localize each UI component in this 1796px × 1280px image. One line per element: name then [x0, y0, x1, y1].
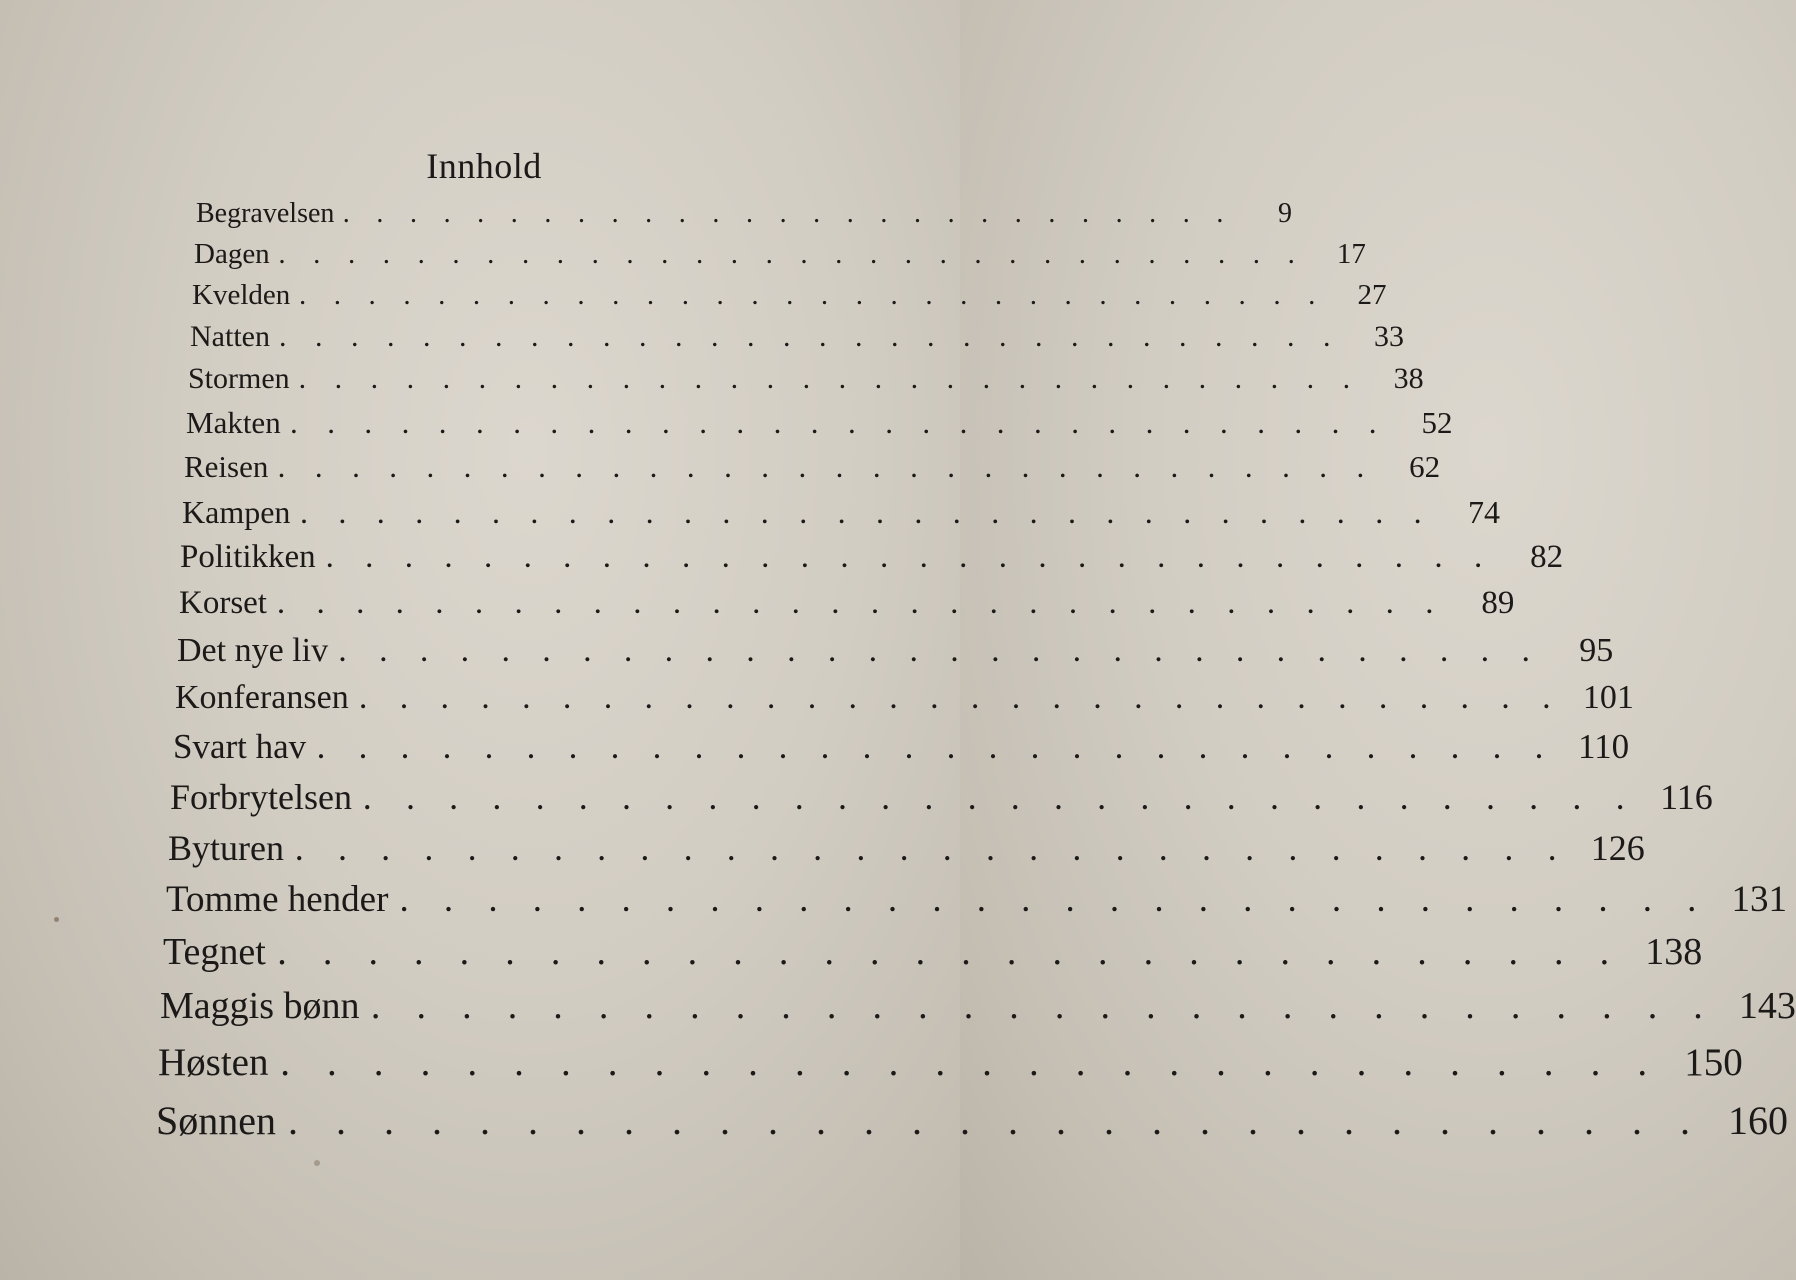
- page-number: 150: [1684, 1041, 1743, 1084]
- chapter-title: Politikken: [180, 539, 316, 575]
- page-number: 95: [1579, 632, 1614, 669]
- page-number: 160: [1728, 1098, 1788, 1143]
- chapter-title: Dagen: [194, 238, 270, 270]
- toc-entry: [196, 198, 1292, 230]
- chapter-title: Forbrytelsen: [170, 777, 352, 817]
- chapter-title: Sønnen: [156, 1098, 276, 1143]
- chapter-title: Stormen: [188, 362, 290, 395]
- paper-speck: [54, 917, 59, 922]
- dot-leader: . . . . . . . . . . . . . . . . . . . . . . . . . . . . . .: [294, 828, 1570, 868]
- toc-entry: [179, 585, 1515, 622]
- page-number: 33: [1373, 320, 1404, 353]
- toc-entry: [192, 279, 1387, 312]
- chapter-title: Kampen: [182, 494, 291, 530]
- toc-entry: [170, 776, 1713, 818]
- dot-leader: . . . . . . . . . . . . . . . . . . . . . . . . . . . . . .: [298, 362, 1361, 395]
- chapter-title: Begravelsen: [196, 198, 335, 229]
- chapter-title: Korset: [179, 585, 267, 621]
- dot-leader: . . . . . . . . . . . . . . . . . . . . . . . . . . . . . .: [370, 985, 1717, 1027]
- chapter-title: Reisen: [184, 449, 269, 484]
- dot-leader: . . . . . . . . . . . . . . . . . . . . . . . . . . . . . .: [300, 494, 1433, 530]
- dot-leader: . . . . . . . . . . . . . . . . . . . . . . . . . . . . . .: [277, 931, 1623, 973]
- page-number: 143: [1738, 985, 1796, 1027]
- toc-entry: [166, 878, 1788, 921]
- dot-leader: . . . . . . . . . . . . . . . . . . . . . . . . . . .: [342, 198, 1234, 229]
- toc-entry: [160, 984, 1796, 1028]
- page-number: 101: [1582, 679, 1634, 716]
- dot-leader: . . . . . . . . . . . . . . . . . . . . . . . . . . . . . .: [276, 585, 1446, 621]
- dot-leader: . . . . . . . . . . . . . . . . . . . . . . . . . . . . . .: [358, 679, 1563, 716]
- dot-leader: . . . . . . . . . . . . . . . . . . . . . . . . . . . . . .: [298, 279, 1326, 311]
- toc-entry: [173, 727, 1630, 767]
- page-number: 82: [1530, 539, 1564, 575]
- toc-entry: [156, 1097, 1788, 1144]
- chapter-title: Tomme hender: [166, 879, 389, 920]
- toc-entry: [184, 449, 1441, 485]
- page-number: 110: [1577, 727, 1630, 766]
- toc-entry: [180, 539, 1564, 576]
- dot-leader: . . . . . . . . . . . . . . . . . . . . . . . . . . . . . .: [338, 632, 1542, 669]
- page-number: 126: [1590, 828, 1645, 868]
- paper-speck: [314, 1160, 320, 1166]
- toc-entry: [186, 405, 1453, 441]
- chapter-title: Høsten: [158, 1041, 269, 1084]
- page-number: 27: [1357, 279, 1387, 311]
- page-number: 74: [1468, 494, 1500, 530]
- dot-leader: . . . . . . . . . . . . . . . . . . . . . . . . . . . . . .: [290, 405, 1388, 440]
- page-number: 62: [1409, 449, 1441, 484]
- chapter-title: Natten: [190, 320, 270, 353]
- chapter-title: Tegnet: [163, 931, 266, 973]
- dot-leader: . . . . . . . . . . . . . . . . . . . . . . . . . . . . . .: [325, 539, 1494, 575]
- dot-leader: . . . . . . . . . . . . . . . . . . . . . . . . . . . . . .: [362, 777, 1638, 817]
- dot-leader: . . . . . . . . . . . . . . . . . . . . . . . . . . . . . .: [399, 879, 1710, 920]
- dot-leader: . . . . . . . . . . . . . . . . . . . . . . . . . . . . . .: [278, 238, 1305, 270]
- page-number: 17: [1336, 238, 1366, 270]
- page-number: 138: [1645, 931, 1703, 973]
- toc-entry: [194, 238, 1366, 271]
- dot-leader: . . . . . . . . . . . . . . . . . . . . . . . . . . . . . .: [288, 1098, 1704, 1143]
- toc-entry: [190, 320, 1404, 354]
- toc-entry: [175, 679, 1634, 717]
- toc-entry: [158, 1040, 1743, 1085]
- toc-entry: [177, 632, 1614, 670]
- chapter-title: Svart hav: [173, 727, 307, 766]
- dot-leader: . . . . . . . . . . . . . . . . . . . . . . . . . . . . . .: [280, 1041, 1661, 1084]
- dot-leader: . . . . . . . . . . . . . . . . . . . . . . . . . . . . . .: [278, 320, 1341, 353]
- page-number: 9: [1277, 198, 1292, 229]
- chapter-title: Byturen: [168, 828, 284, 868]
- toc-entry: [182, 494, 1500, 531]
- dot-leader: . . . . . . . . . . . . . . . . . . . . . . . . . . . . . .: [316, 727, 1556, 766]
- page-number: 89: [1481, 585, 1515, 621]
- toc-entry: [163, 930, 1703, 974]
- chapter-title: Makten: [186, 405, 281, 440]
- chapter-title: Konferansen: [175, 679, 349, 716]
- page-number: 131: [1731, 879, 1788, 920]
- toc-entry: [168, 827, 1645, 869]
- chapter-title: Maggis bønn: [160, 985, 360, 1027]
- page-title: Innhold: [426, 146, 542, 186]
- chapter-title: Kvelden: [192, 279, 291, 311]
- chapter-title: Det nye liv: [177, 632, 329, 669]
- page-number: 38: [1393, 362, 1424, 395]
- toc-entry: [188, 362, 1424, 396]
- page-number: 52: [1421, 405, 1453, 440]
- dot-leader: . . . . . . . . . . . . . . . . . . . . . . . . . . . . . .: [277, 449, 1376, 484]
- page-number: 116: [1660, 777, 1713, 817]
